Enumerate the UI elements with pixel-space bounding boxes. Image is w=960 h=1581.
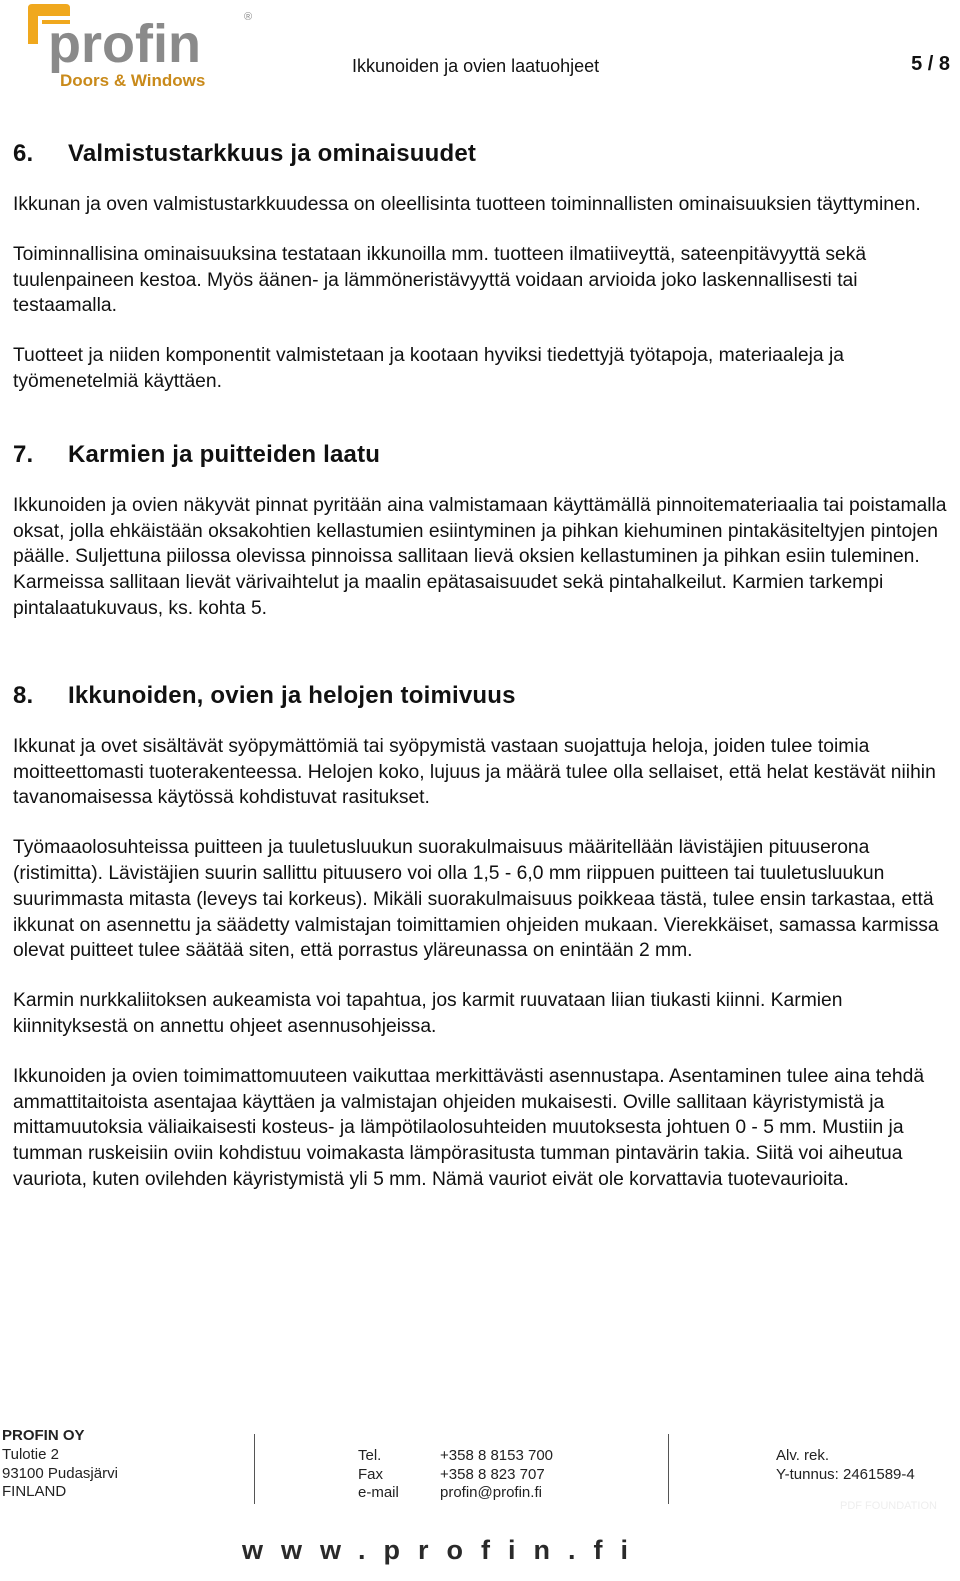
- section-8-paragraph-1: Ikkunat ja ovet sisältävät syöpymättömiä tai syöpymistä vastaan suojattuja heloja, joiden tulee toimia moitteettomasti tuoterakenteessa. Helojen koko, lujuus ja määrä tulee olla sellaiset, että helat kestävät niihin tavanomaisessa käytössä kohdistuvat rasitukset.: [13, 735, 936, 809]
- footer-email-link[interactable]: profin@profin.fi: [440, 1484, 542, 1501]
- footer-watermark: PDF FOUNDATION: [840, 1500, 937, 1512]
- footer-vat-label: Alv. rek.: [776, 1447, 830, 1464]
- footer-contact-labels: [358, 1447, 399, 1503]
- profin-logo: [22, 2, 252, 92]
- section-8-paragraph-2: Työmaaolosuhteissa puitteen ja tuuletusluukun suorakulmaisuus määritellään lävistäjien pituuserona (ristimitta). Lävistäjien suurin sallittu pituusero voi olla 1,5 - 6,0 mm riippuen puitteen tai tuuletusluukun suurimmasta mitasta (leveys tai korkeus). Mikäli suorakulmaisuus poikkeaa tästä, tulee ensin tarkastaa, että ikkunat on asennettu ja säädetty valmistajan toimittamien ohjeiden mukaan. Vierekkäiset, samassa karmissa olevat puitteet tulee säätää siten, että porrastus yläreunassa on enintään 2 mm.: [13, 837, 939, 962]
- footer-website-link[interactable]: www.profin.fi: [242, 1535, 646, 1565]
- section-6-number: 6.: [13, 140, 34, 167]
- section-8-heading: [13, 680, 953, 712]
- footer-business-id: Y-tunnus: 2461589-4: [776, 1465, 915, 1483]
- section-6-paragraph-3: Tuotteet ja niiden komponentit valmistetaan ja kootaan hyviksi tiedettyjä työtapoja, materiaaleja ja työmenetelmiä käyttäen.: [13, 345, 844, 392]
- footer-address-city: 93100 Pudasjärvi: [2, 1464, 118, 1482]
- footer-divider: [668, 1434, 669, 1504]
- footer-address-country: FINLAND: [2, 1483, 67, 1500]
- section-6-paragraph-1: Ikkunan ja oven valmistustarkkuudessa on oleellisinta tuotteen toiminnallisten ominaisuuksien täyttyminen.: [13, 194, 921, 215]
- svg-text:®: ®: [244, 11, 252, 23]
- footer-address: [2, 1446, 118, 1502]
- footer-email-label: e-mail: [358, 1484, 399, 1501]
- page-footer: [0, 1420, 960, 1581]
- svg-text:Doors & Windows: Doors & Windows: [60, 71, 206, 90]
- section-8-number: 8.: [13, 681, 34, 709]
- section-8-paragraph-3: Karmin nurkkaliitoksen aukeamista voi tapahtua, jos karmit ruuvataan liian tiukasti kiinni. Karmien kiinnityksestä on annettu ohjeet asennusohjeissa.: [13, 990, 843, 1037]
- page-header: [0, 0, 960, 100]
- footer-vat: [776, 1447, 915, 1484]
- section-7-number: 7.: [13, 440, 34, 468]
- footer-fax-value: +358 8 823 707: [440, 1465, 545, 1483]
- section-7-paragraph-1: Ikkunoiden ja ovien näkyvät pinnat pyritään aina valmistamaan käyttämällä pinnoitemateriaalia tai poistamalla oksat, jolla ehkäistään oksakohtien kellastumien esiintyminen ja pihkan kiehuminen pintakäsiteltyjen pintojen päälle. Suljettuna piilossa olevissa pinnoissa sallitaan lievä oksien kellastuminen ja pihkan esiin tuleminen. Karmeissa sallitaan lievät värivaihtelut ja maalin epätasaisuudet sekä pintahalkeilut. Karmien tarkempi pintalaatukuvaus, ks. kohta 5.: [13, 494, 947, 619]
- footer-address-street: Tulotie 2: [2, 1446, 59, 1463]
- document-title: Ikkunoiden ja ovien laatuohjeet: [352, 56, 600, 76]
- document-body: [13, 138, 953, 1193]
- section-8-title: Ikkunoiden, ovien ja helojen toimivuus: [68, 681, 516, 709]
- footer-fax-label: Fax: [358, 1465, 384, 1483]
- section-6-title: Valmistustarkkuus ja ominaisuudet: [68, 140, 477, 167]
- section-7-heading: [13, 439, 953, 471]
- footer-contact-values: [440, 1447, 553, 1503]
- svg-text:profin: profin: [48, 14, 201, 74]
- footer-tel-value: +358 8 8153 700: [440, 1447, 554, 1464]
- page-number: 5 / 8: [911, 53, 950, 75]
- footer-tel-label: Tel.: [358, 1447, 382, 1464]
- footer-divider: [254, 1434, 255, 1504]
- section-6-heading: [13, 138, 953, 170]
- footer-company-name: PROFIN OY: [2, 1427, 85, 1444]
- section-6-paragraph-2: Toiminnallisina ominaisuuksina testataan ikkunoilla mm. tuotteen ilmatiiveyttä, sateenpitävyyttä sekä tuulenpaineen kestoa. Myös äänen- ja lämmöneristävyyttä voidaan arvioida joko laskennallisesti tai testaamalla.: [13, 243, 867, 317]
- section-8-paragraph-4: Ikkunoiden ja ovien toimimattomuuteen vaikuttaa merkittävästi asennustapa. Asentaminen tulee aina tehdä ammattitaitoista asentajaa käyttäen ja valmistajan ohjeiden mukaisesti. Oville sallitaan käyristymistä ja mittamuutoksia väliaikaisesti kosteus- ja lämpötilaolosuhteiden muutoksesta johtuen 0 - 5 mm. Mustiin ja tumman ruskeisiin oviin kohdistuu voimakasta lämpörasitusta tumman pintavärin takia. Siitä voi aiheutua vauriota, kuten ovilehden käyristymistä yli 5 mm. Nämä vauriot eivät ole korvattavia tuotevaurioita.: [13, 1065, 925, 1190]
- section-7-title: Karmien ja puitteiden laatu: [68, 440, 381, 468]
